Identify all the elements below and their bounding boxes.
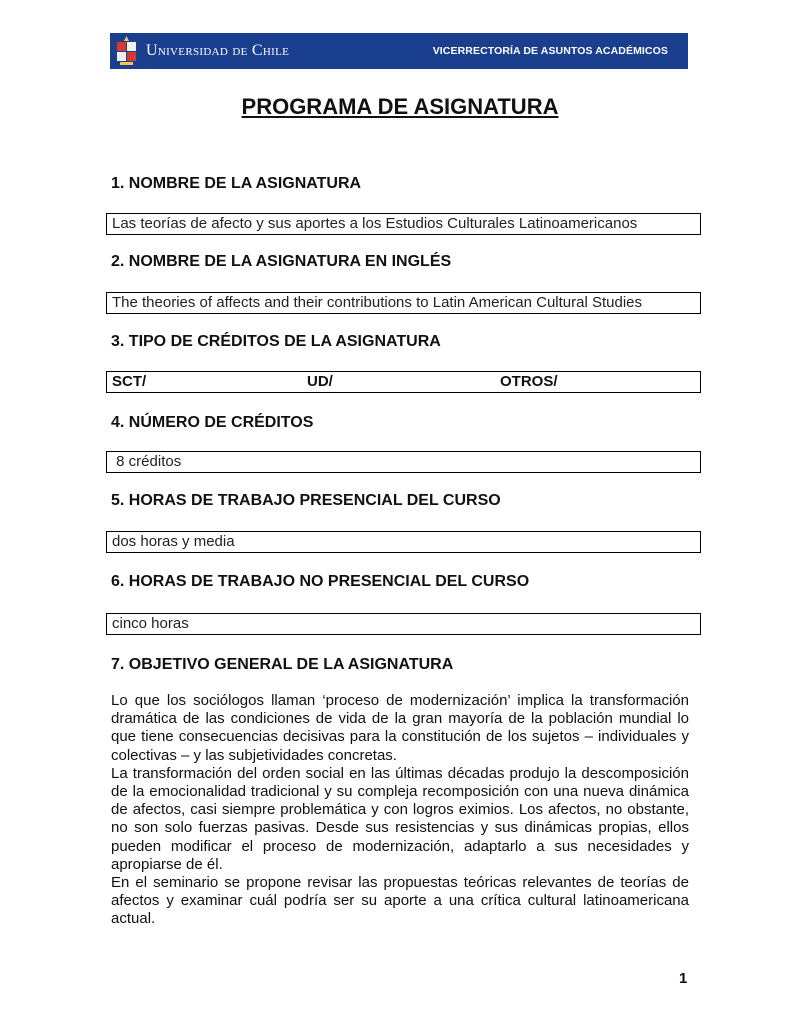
section-heading-6: 6. HORAS DE TRABAJO NO PRESENCIAL DEL CURSO [111, 573, 530, 590]
contact-hours-field: dos horas y media [106, 531, 701, 553]
course-name-english-field: The theories of affects and their contributions to Latin American Cultural Studies [106, 292, 701, 314]
section-heading-2: 2. NOMBRE DE LA ASIGNATURA EN INGLÉS [111, 253, 452, 270]
independent-hours-field: cinco horas [106, 613, 701, 635]
credit-type-otros: OTROS/ [500, 373, 558, 390]
header-banner [110, 33, 688, 69]
credit-count-field: 8 créditos [106, 451, 701, 473]
objective-paragraph-3: En el seminario se propone revisar las propuestas teóricas relevantes de teorías de afectos y examinar cuál podría ser su aporte a una crítica cultural latinoamericana actual. [111, 874, 689, 928]
credit-types-field [106, 371, 701, 393]
office-name: VICERRECTORÍA DE ASUNTOS ACADÉMICOS [432, 45, 668, 57]
objective-text [111, 692, 689, 929]
section-heading-5: 5. HORAS DE TRABAJO PRESENCIAL DEL CURSO [111, 492, 501, 509]
credit-type-ud: UD/ [307, 373, 333, 390]
credit-type-sct: SCT/ [112, 373, 147, 390]
section-heading-3: 3. TIPO DE CRÉDITOS DE LA ASIGNATURA [111, 333, 441, 350]
university-crest-icon [116, 36, 138, 66]
page-title: PROGRAMA DE ASIGNATURA [241, 94, 559, 119]
course-name-field: Las teorías de afecto y sus aportes a los Estudios Culturales Latinoamericanos [106, 213, 701, 235]
page-number: 1 [679, 970, 688, 987]
section-heading-7: 7. OBJETIVO GENERAL DE LA ASIGNATURA [111, 656, 454, 673]
objective-paragraph-1: Lo que los sociólogos llaman ‘proceso de modernización’ implica la transformación dramática de las condiciones de vida de la gran mayoría de la población mundial lo que tiene consecuencias decisivas para la constitución de los sujetos – individuales y colectivas – y las subjetividades concretas. [111, 692, 689, 764]
section-heading-4: 4. NÚMERO DE CRÉDITOS [111, 414, 314, 431]
section-heading-1: 1. NOMBRE DE LA ASIGNATURA [111, 175, 362, 192]
objective-paragraph-2: La transformación del orden social en las últimas décadas produjo la descomposición de la emocionalidad tradicional y su compleja recomposición con una nueva dinámica de afectos, casi siempre problemática y con logros eximios. Los afectos, no obstante, no son solo fuerzas pasivas. Desde sus resistencias y sus dinámicas propias, ellos pueden modificar el proceso de modernización, adaptarlo a sus necesidades y apropiarse de él. [111, 764, 689, 873]
university-name: Universidad de Chile [146, 42, 290, 59]
